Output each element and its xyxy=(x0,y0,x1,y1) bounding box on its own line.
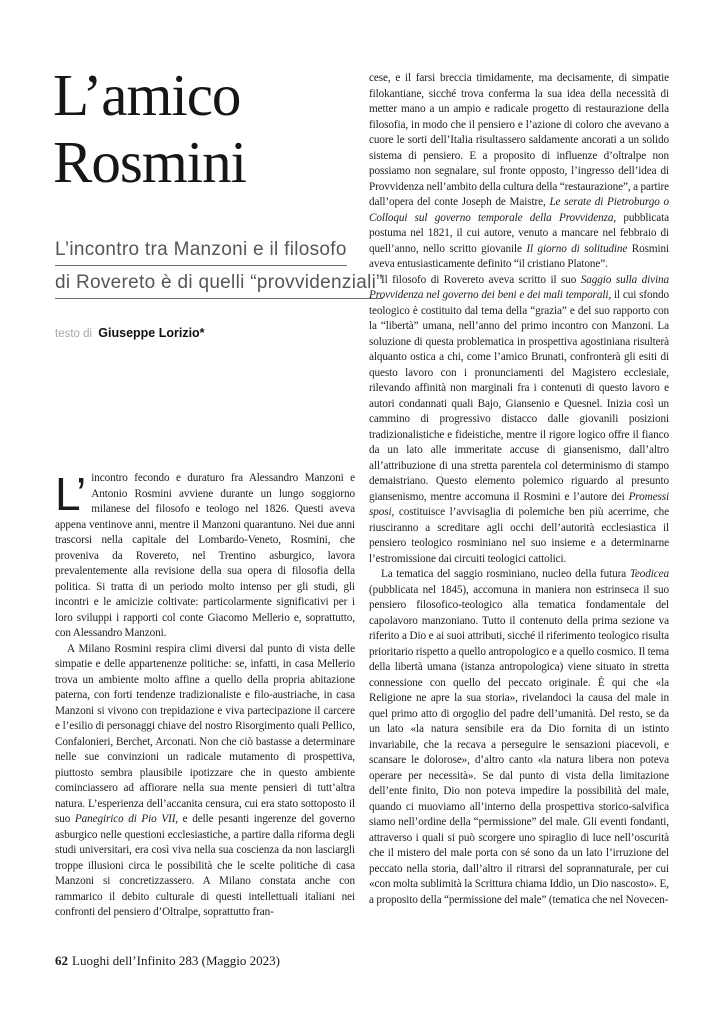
italic-text-segment: Panegirico di Pio VII xyxy=(74,813,176,825)
text-segment: Rosmini aveva entusiasticamente definito “il cristiano Platone”. xyxy=(369,242,670,270)
page-footer xyxy=(55,953,280,969)
text-segment: , e delle pesanti ingerenze del governo asburgico nelle questioni ecclesiastiche, a partire dalla riforma degli studi universitari, era così viva nella sua coscienza da non lasciargli troppe illusioni circa le possibilità che le scelte politiche di casa Manzoni si concretizzassero. A Milano constata anche con rammarico il debito culturale di questi intellettuali italiani nei confronti del pensiero d’Oltralpe, soprattutto fran- xyxy=(55,813,355,918)
text-segment: , pubblicata postuma nel 1821, il cui autore, venuto a mancare nel febbraio di quell’anno, nello scritto giovanile xyxy=(369,211,669,255)
standfirst-line2: di Rovereto è di quelli “provvidenziali” xyxy=(55,273,383,299)
text-segment: La tematica del saggio rosminiano, nucleo della futura xyxy=(381,568,630,580)
paragraph xyxy=(369,273,669,568)
article-standfirst xyxy=(55,240,383,306)
article-column-right xyxy=(369,71,669,908)
publication-info: Luoghi dell’Infinito 283 (Maggio 2023) xyxy=(72,953,280,968)
text-segment: , costituisce l’avvisaglia di polemiche ben più acerrime, che riusciranno a screditare agli occhi dell’autorità ecclesiastica il pensiero teologico rosminiano nel suo insieme e a determinarne l’estromissione dai circuiti teologici cattolici. xyxy=(369,506,669,565)
text-segment: cese, e il farsi breccia timidamente, ma decisamente, di simpatie filokantiane, sicché trova conferma la sua idea della necessità di metter mano a un ampio e radicale progetto di restaurazione della filosofia, in modo che il pensiero e l’azione di coloro che avevano a cuore le sorti dell’Italia risultassero saldamente ancorati a un solido sistema di pensiero. E a proposito di influenze d’oltralpe non possiamo non segnalare, sul fronte opposto, l’ingresso dell’idea di Provvidenza nell’ambito della cultura della “restaurazione”, a partire dall’opera del conte Joseph de Maistre, xyxy=(369,72,669,208)
page-title-line1: L’amico xyxy=(53,62,241,128)
italic-text-segment: Promessi sposi xyxy=(369,490,669,518)
italic-text-segment: Le serate di Pietroburgo o Colloqui sul governo temporale della Provvidenza xyxy=(369,196,669,224)
text-segment: incontro fecondo e duraturo fra Alessandro Manzoni e Antonio Rosmini avviene durante un lungo soggiorno milanese del filosofo e teologo nel 1826. Questi aveva appena ventinove anni, mentre il Manzoni quarantuno. Nei due anni trascorsi nella capitale del Lombardo-Veneto, Rosmini, che proveniva da Rovereto, nel Trentino asburgico, lavora prevalentemente alla revisione della sua opera di filosofia della politica. Si tratta di un periodo molto intenso per gli studi, gli incontri e le amicizie coltivate: particolarmente significativi per i loro sviluppi i rapporti col conte Giacomo Mellerio e, soprattutto, con Alessandro Manzoni. xyxy=(55,472,355,639)
italic-text-segment: Il giorno di solitudine xyxy=(526,242,628,255)
italic-text-segment: Teodicea xyxy=(629,568,669,580)
article-column-left xyxy=(55,468,355,921)
byline xyxy=(55,326,205,340)
paragraph xyxy=(55,468,355,642)
drop-cap: L’ xyxy=(55,468,85,520)
standfirst-line1: L’incontro tra Manzoni e il filosofo xyxy=(55,240,347,266)
byline-prefix: testo di xyxy=(55,328,93,340)
page-title-line2: Rosmini xyxy=(53,129,246,195)
page-title xyxy=(53,62,246,196)
paragraph xyxy=(369,567,669,908)
byline-author: Giuseppe Lorizio* xyxy=(98,326,205,340)
page-number: 62 xyxy=(55,953,68,968)
italic-text-segment: Saggio sulla divina Provvidenza nel governo dei beni e dei mali temporali xyxy=(369,273,669,301)
paragraph xyxy=(55,642,355,921)
text-segment: , il cui sfondo teologico è costituito dal tema della “grazia” e del suo rapporto con la “libertà” umana, nell’anno del primo incontro con Manzoni. La soluzione di questa problematica in prospettiva agostiniana risulterà alquanto ostica a chi, come l’amico Brunati, confronterà gli esiti di questo lavoro con i pronunciamenti del Magistero ecclesiale, rilevando affinità non marginali fra i contenuti di questo lavoro e autori condannati quali Bajo, Giansenio e Quesnel. Inizia così un cammino di progressivo distacco dalle giovanili posizioni tradizionalistiche e fideistiche, mentre il rigore logico offre il fianco da un lato alle immeritate accuse di giansenismo, dall’altro all’attribuzione di una stretta parentela col determinismo di stampo demaistriano. Questo elemento polemico riguardo al presunto giansenismo, mentre accomuna il Rosmini e l’autore dei xyxy=(369,289,669,503)
text-segment: (pubblicata nel 1845), accomuna in maniera non estrinseca il suo pensiero filosofico-teologico alla tematica fondamentale del capolavoro manzoniano. Tutto il contenuto della prima sezione va riferito a Dio e ai suoi attributi, sicché il riferimento teologico risulta prioritario rispetto a quello antropologico e a quello cosmico. Il tema della libertà umana (istanza antropologica) viene situato in stretta connessione con quello del peccato originale. È qui che «la Religione ne apre la sua storia», rivelandoci la causa del male in quel primo atto di orgoglio del padre dell’umanità. Del resto, se da un lato «la natura sensibile era da Dio fornita di un istinto invariabile, che la recava a perseguire le sensazioni piacevoli, e scansare le dolorose», d’altro canto «la natura libera non poteva operare per necessità». Se dal punto di vista della limitazione dell’ente finito, Dio non poteva impedire la possibilità del male, quando ci muoviamo all’interno della prospettiva storico-salvifica siamo nell’ordine della “permissione” del male. Gli eventi fondanti, attraverso i quali si può scorgere uno spiraglio di luce nell’oscurità che il mistero del male porta con sé sono da un lato l’irruzione del peccato nella storia, dall’altro il ritrarsi del soprannaturale, per cui «con molta sublimità la Scrittura chiama Iddio, un Dio nascosto». E, a proposito della “permissione del male” (tematica che nel Novecen- xyxy=(369,583,669,906)
paragraph xyxy=(369,71,669,273)
text-segment: A Milano Rosmini respira climi diversi dal punto di vista delle simpatie e delle appartenenze politiche: se, infatti, in casa Mellerio trova un ambiente molto affine a quello della propria abitazione paterna, con forti tendenze tradizionaliste e filo-austriache, in casa Manzoni si vivono con trepidazione e viva partecipazione il carcere e l’esilio di personaggi chiave del nostro Risorgimento quali Pellico, Confalonieri, Berchet, Arconati. Non che ciò bastasse a determinare nelle sue convinzioni un radicale mutamento di prospettiva, piuttosto sembra plausibile ipotizzare che in questo ambiente cominciassero ad affiorare nella sua mente pensieri di tutt’altra natura. L’esperienza dell’accanita censura, cui era stato sottoposto il suo xyxy=(55,642,355,825)
text-segment: Il filosofo di Rovereto aveva scritto il suo xyxy=(381,273,581,286)
